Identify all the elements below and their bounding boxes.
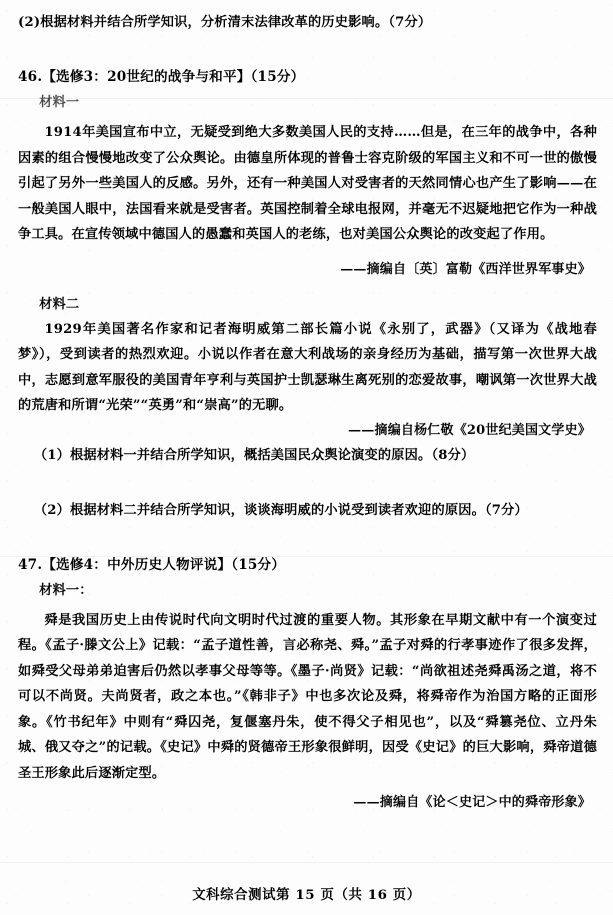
q46-material-two-text: 1929年美国著名作家和记者海明威第二部长篇小说《永别了，武器》（又译为《战地春梦》），受到读者的热烈欢迎。小说以作者在意大利战场的亲身经历为基础，描写第一次世界大战中，志愿到意军服役的美国青年亨利与英国护士凯瑟琳生离死别的恋爱故事，嘲讽第一次世界大战的荒唐和所谓“光荣”“英勇”和“崇高”的无聊。 xyxy=(18,321,597,413)
carryover-question: (2)根据材料并结合所学知识，分析清末法律改革的历史影响。（7分） xyxy=(18,15,432,30)
q46-material-two-citation: ——摘编自杨仁敬《20世纪美国文学史》 xyxy=(348,422,591,438)
q47-material-one-text: 舜是我国历史上由传说时代向文明时代过渡的重要人物。其形象在早期文献中有一个演变过程。《孟子·滕文公上》记载：“孟子道性善，言必称尧、舜。”孟子对舜的行孝事迹作了很多发挥，如舜受父母弟弟迫害后仍然以孝事父母等等。《墨子·尚贤》记载：“尚欲祖述尧舜禹汤之道，将不可以不尚贤。夫尚贤者，政之本也。”《韩非子》中也多次论及舜，将舜帝作为治国方略的正面形象。《竹书纪年》中则有“舜囚尧，复偃塞丹朱，使不得父子相见也”，以及“舜篡尧位、立丹朱城、俄又夺之”的记载。《史记》中舜的贤德帝王形象很鲜明，因受《史记》的巨大影响，舜帝道德圣王形象此后逐渐定型。 xyxy=(18,612,597,781)
q46-material-one-text: 1914年美国宣布中立，无疑受到绝大多数美国人民的支持……但是，在三年的战争中，各种因素的组合慢慢地改变了公众舆论。由德皇所体现的普鲁士容克阶级的军国主义和不可一世的傲慢引起了另外一些美国人的反感。另外，还有一种美国人对受害者的天然同情心也产生了影响——在一般美国人眼中，法国看来就是受害者。英国控制着全球电报网，并毫无不迟疑地把它作为一种战争工具。在宣传领域中德国人的愚蠢和英国人的老练，也对美国公众舆论的改变起了作用。 xyxy=(18,125,597,242)
question-47-heading: 47.【选修4：中外历史人物评说】（15分） xyxy=(18,556,286,573)
spacer xyxy=(18,35,597,65)
q46-sub-question-1: （1）根据材料一并结合所学知识，概括美国民众舆论演变的原因。（8分） xyxy=(33,447,475,463)
spacer xyxy=(18,523,597,553)
question-46-heading: 46.【选修3：20世纪的战争与和平】（15分） xyxy=(18,69,305,85)
q47-material-one-citation: ——摘编自《论＜史记＞中的舜帝形象》 xyxy=(353,795,591,810)
q46-material-two-label: 材料二 xyxy=(39,296,80,312)
q46-material-one-label: 材料一 xyxy=(39,95,80,110)
spacer xyxy=(18,248,597,258)
scan-streak xyxy=(0,862,613,863)
q46-material-one-citation: ——摘编自〔英〕富勒《西洋世界军事史》 xyxy=(340,261,591,277)
spacer xyxy=(18,468,597,498)
q47-material-one-label: 材料一： xyxy=(39,582,93,598)
page-footer xyxy=(0,884,613,903)
spacer xyxy=(18,282,597,292)
q46-sub-question-2: （2）根据材料二并结合所学知识，谈谈海明威的小说受到读者欢迎的原因。（7分） xyxy=(33,502,528,518)
page-footer-text: 文科综合测试第 15 页（共 16 页） xyxy=(192,887,421,903)
